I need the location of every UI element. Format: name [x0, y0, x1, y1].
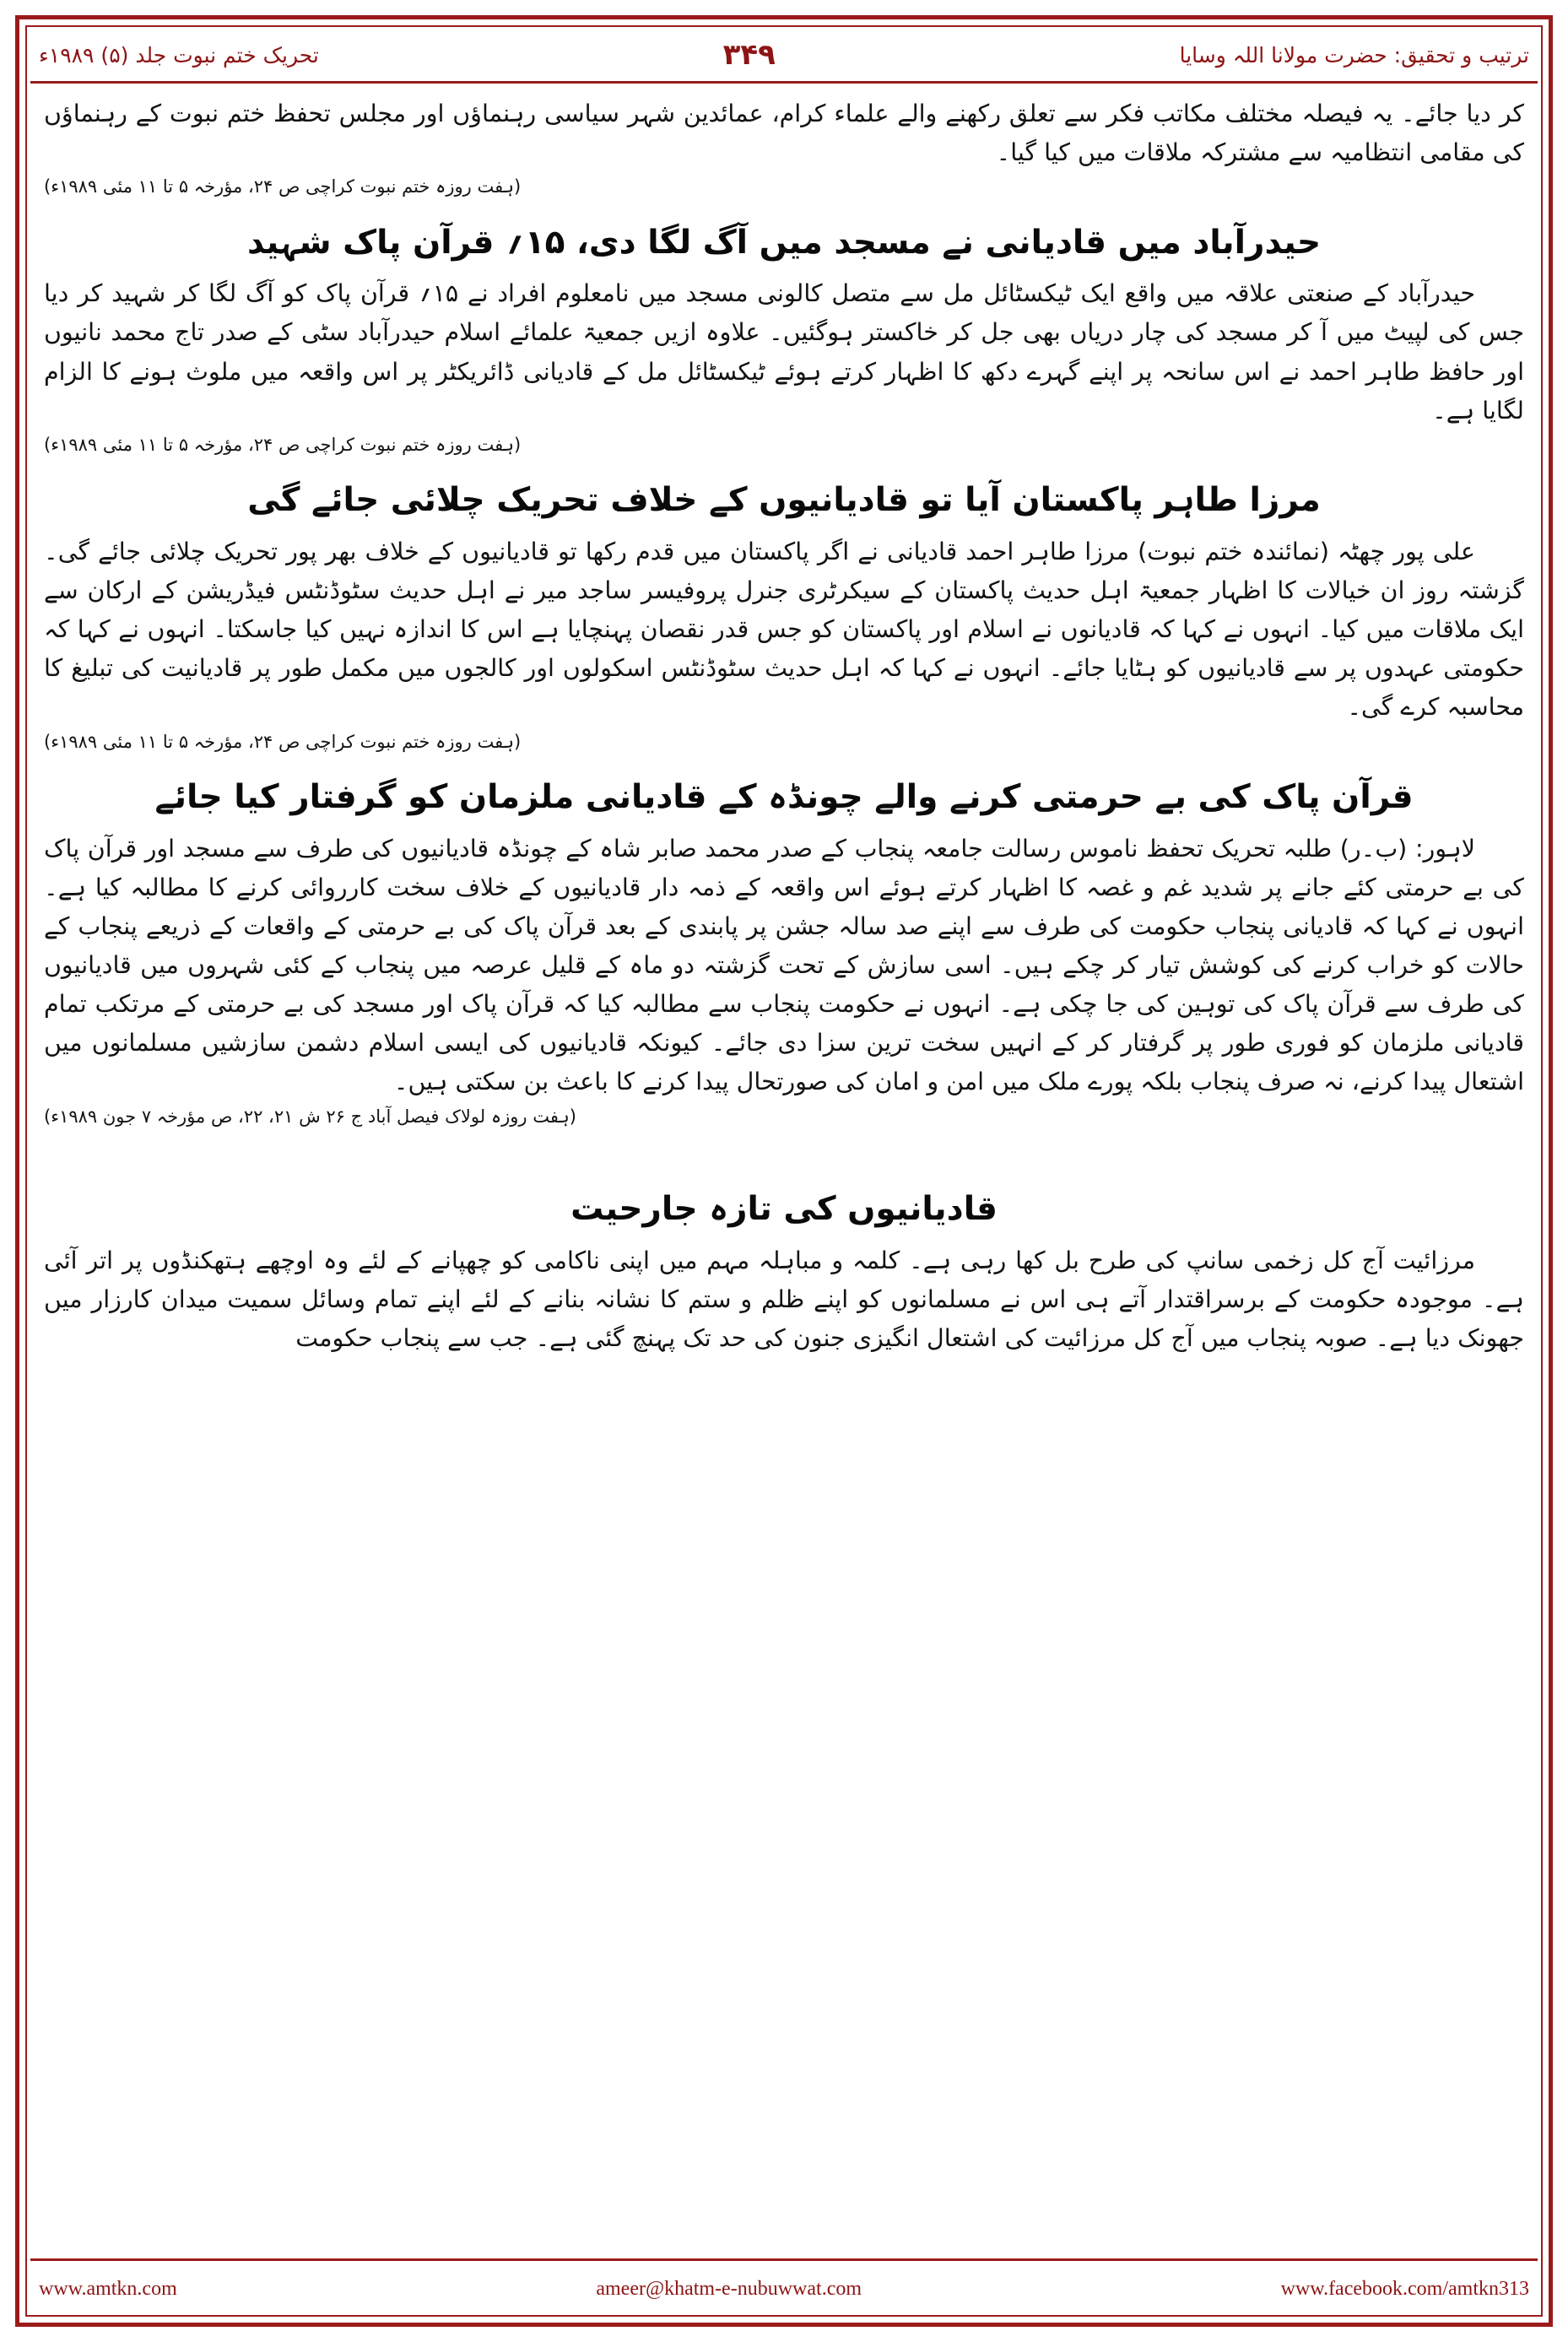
paragraph-mirza-tahir: علی پور چھٹہ (نمائندہ ختم نبوت) مرزا طاہر احمد قادیانی نے اگر پاکستان میں قدم رکھا تو قادیانیوں کے خلاف بھر پور تحریک چلائی جائے گی۔ گزشتہ روز ان خیالات کا اظہار جمعیۃ اہل حدیث پاکستان کے سیکرٹری جنرل پروفیسر ساجد میر نے اہل حدیث سٹوڈنٹس فیڈریشن کے ارکان سے ایک ملاقات میں کیا۔ انہوں نے کہا کہ قادیانوں نے اسلام اور پاکستان کو جس قدر نقصان پہنچایا ہے اس کا اندازہ نہیں کیا جاسکتا۔ انہوں نے کہا کہ حکومتی عہدوں پر سے قادیانیوں کو ہٹایا جائے۔ انہوں نے کہا کہ اہل حدیث سٹوڈنٹس اسکولوں اور کالجوں میں مکمل طور پر قادیانیت کی تبلیغ کا محاسبہ کرے گی۔: [44, 537, 1524, 722]
header-compiler-credit: ترتیب و تحقیق: حضرت مولانا اللہ وسایا: [1179, 42, 1529, 68]
section-heading-mirza-tahir: مرزا طاہر پاکستان آیا تو قادیانیوں کے خلاف تحریک چلائی جائے گی: [247, 481, 1321, 520]
section-heading-fresh-aggression: قادیانیوں کی تازہ جارحیت: [570, 1190, 998, 1229]
source-citation: (ہفت روزہ ختم نبوت کراچی ص ۲۴، مؤرخہ ۵ تا ۱۱ مئی ۱۹۸۹ء): [44, 434, 522, 455]
page-footer: [39, 2266, 1529, 2312]
paragraph-continued: کر دیا جائے۔ یہ فیصلہ مختلف مکاتب فکر سے تعلق رکھنے والے علماء کرام، عمائدین شہر سیاسی رہنماؤں اور مجلس تحفظ ختم نبوت کے رہنماؤں کی مقامی انتظامیہ سے مشترکہ ملاقات میں کیا گیا۔: [44, 100, 1524, 167]
section-heading-hyderabad: حیدرآباد میں قادیانی نے مسجد میں آگ لگا دی، ۱۵؍ قرآن پاک شہید: [246, 223, 1322, 262]
paragraph-hyderabad: حیدرآباد کے صنعتی علاقہ میں واقع ایک ٹیکسٹائل مل سے متصل کالونی مسجد میں نامعلوم افراد نے ۱۵؍ قرآن پاک کو آگ لگا کر شہید کر دیا جس کی لپیٹ میں آ کر مسجد کی چار دریاں بھی جل کر خاکستر ہوگئیں۔ علاوہ ازیں جمعیۃ علمائے اسلام حیدرآباد سٹی کے صدر تاج محمد نانیوں اور حافظ طاہر احمد نے اس سانحہ پر اپنے گہرے دکھ کا اظہار کرتے ہوئے ٹیکسٹائل مل کے قادیانی ڈائریکٹر پر اس واقعہ میں ملوث ہونے کا الزام لگایا ہے۔: [44, 279, 1524, 425]
source-citation: (ہفت روزہ ختم نبوت کراچی ص ۲۴، مؤرخہ ۵ تا ۱۱ مئی ۱۹۸۹ء): [44, 176, 522, 197]
footer-website-link[interactable]: www.amtkn.com: [39, 2277, 177, 2300]
section-heading-chawinda: قرآن پاک کی بے حرمتی کرنے والے چونڈہ کے قادیانی ملزمان کو گرفتار کیا جائے: [154, 778, 1414, 817]
footer-facebook-link[interactable]: www.facebook.com/amtkn313: [1280, 2277, 1529, 2300]
document-body: [44, 95, 1524, 2215]
footer-email[interactable]: ameer@khatm-e-nubuwwat.com: [596, 2277, 862, 2300]
paragraph-fresh-aggression: مرزائیت آج کل زخمی سانپ کی طرح بل کھا رہی ہے۔ کلمہ و مباہلہ مہم میں اپنی ناکامی کو چھپانے کے لئے وہ اوچھے ہتھکنڈوں پر اتر آئی ہے۔ موجودہ حکومت کے برسراقتدار آتے ہی اس نے مسلمانوں کو اپنے ظلم و ستم کا نشانہ بنانے کے لئے اپنے تمام وسائل سمیت میدان کارزار میں جھونک دیا ہے۔ صوبہ پنجاب میں آج کل مرزائیت کی اشتعال انگیزی جنون کی حد تک پہنچ گئی ہے۔ جب سے پنجاب حکومت: [44, 1246, 1524, 1352]
source-citation: (ہفت روزہ ختم نبوت کراچی ص ۲۴، مؤرخہ ۵ تا ۱۱ مئی ۱۹۸۹ء): [44, 731, 522, 752]
paragraph-chawinda: لاہور: (ب۔ر) طلبہ تحریک تحفظ ناموس رسالت جامعہ پنجاب کے صدر محمد صابر شاہ کے چونڈہ قادیانیوں کی طرف سے مسجد اور قرآن پاک کی بے حرمتی کئے جانے پر شدید غم و غصہ کا اظہار کرتے ہوئے اس واقعہ کے ذمہ دار قادیانیوں کے خلاف سخت کارروائی کرنے کا مطالبہ کیا ہے۔ انہوں نے کہا کہ قادیانی پنجاب حکومت کی طرف سے اپنے صد سالہ جشن پر پابندی کے بعد قرآن پاک کی بے حرمتی کے واقعات کے ذریعے پنجاب کے حالات کو خراب کرنے کی کوشش تیار کر چکے ہیں۔ اسی سازش کے تحت گزشتہ دو ماہ کے قلیل عرصہ میں پنجاب کے کئی شہروں میں قادیانیوں کی طرف سے قرآن پاک کی توہین کی جا چکی ہے۔ انہوں نے حکومت پنجاب سے مطالبہ کیا کہ قرآن پاک اور مسجد کی بے حرمتی کے مرتکب تمام قادیانی ملزمان کو فوری طور پر گرفتار کر کے انہیں سخت ترین سزا دی جائے۔ کیونکہ قادیانیوں کی ایسی اسلام دشمن سازشیں مسلمانوں میں اشتعال پیدا کرنے، نہ صرف پنجاب بلکہ پورے ملک میں امن و امان کی صورتحال پیدا کرنے کا باعث بن سکتی ہیں۔: [44, 834, 1524, 1096]
page-header: [39, 29, 1529, 81]
section-spacer: [44, 1138, 1524, 1166]
header-divider: [30, 81, 1538, 84]
source-citation: (ہفت روزہ لولاک فیصل آباد ج ۲۶ ش ۲۱، ۲۲، ص مؤرخہ ۷ جون ۱۹۸۹ء): [44, 1106, 576, 1127]
header-book-title: تحریک ختم نبوت جلد (۵) ۱۹۸۹ء: [39, 42, 319, 68]
footer-divider: [30, 2258, 1538, 2261]
page-number: ۳۴۹: [722, 38, 776, 72]
